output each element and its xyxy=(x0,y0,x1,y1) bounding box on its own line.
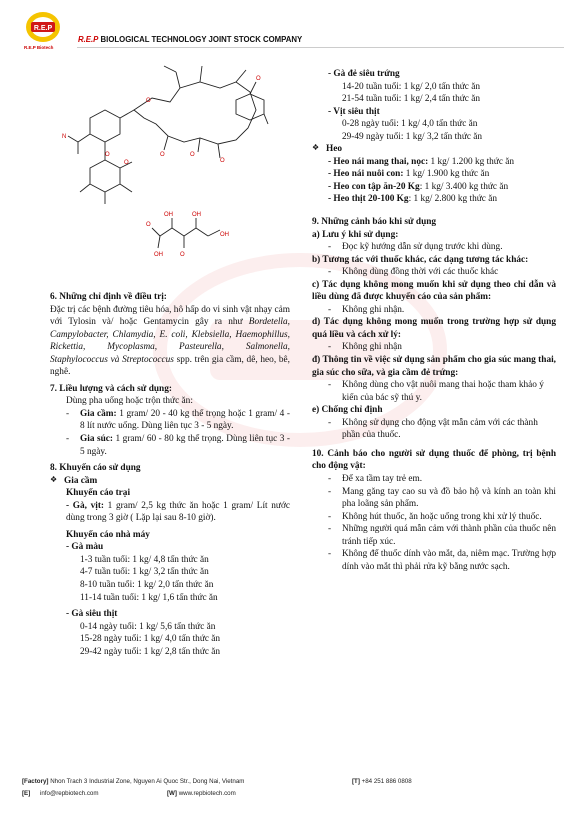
list-item-text: Để xa tầm tay trẻ em. xyxy=(342,473,423,484)
chemical-structure-diagram xyxy=(60,58,270,268)
bullet: - xyxy=(328,486,332,497)
svg-text:O: O xyxy=(124,160,129,166)
svg-text:OH: OH xyxy=(164,212,173,218)
sub-dd-title: đ) Thông tin về việc sử dụng sản phẩm cho gia súc mang thai, gia súc cho sữa, và gia cầm đẻ trứng: xyxy=(312,355,556,378)
list-item-text: Không sử dụng cho động vật mẫn cảm với các thành phần của thuốc. xyxy=(342,417,538,441)
section-10-title: 10. Cảnh báo cho người sử dụng thuốc để phòng, trị bệnh cho động vật: xyxy=(312,448,556,472)
list-item: 0-14 ngày tuổi: 1 kg/ 5,6 tấn thức ăn xyxy=(80,621,216,632)
section-6-body xyxy=(50,304,290,379)
list-item: 14-20 tuần tuổi: 1 kg/ 2,0 tấn thức ăn xyxy=(342,81,481,92)
list-item xyxy=(312,266,556,279)
footer-website-url[interactable]: www.repbiotech.com xyxy=(176,790,236,797)
list-item xyxy=(312,417,556,442)
farm-label: - Gà, vịt: xyxy=(66,500,105,511)
dose-label: Gia cầm: xyxy=(80,408,117,419)
pig-text: 1 kg/ 1.900 kg thức ăn xyxy=(403,169,490,180)
section-6-text: Đặc trị các bệnh đường tiêu hóa, hô hấp do vi sinh vật nhạy cảm với Tylosin và/ hoặc Gentamycin gây ra như xyxy=(50,304,290,328)
ga-de-title: - Gà đẻ siêu trứng xyxy=(328,69,400,79)
diamond-bullet-icon: ❖ xyxy=(312,143,320,153)
list-item xyxy=(312,193,556,206)
diamond-bullet-icon: ❖ xyxy=(50,474,58,484)
bullet: - xyxy=(328,473,332,484)
company-name-rest: BIOLOGICAL TECHNOLOGY JOINT STOCK COMPANY xyxy=(98,35,303,44)
vit-title: - Vịt siêu thịt xyxy=(328,106,380,117)
list-item: 4-7 tuần tuổi: 1 kg/ 3,2 tấn thức ăn xyxy=(80,567,209,578)
company-name xyxy=(78,35,302,46)
sub-d-title: d) Tác dụng không mong muốn trong trường hợp sử dụng quá liều và cách xử lý: xyxy=(312,317,556,340)
bullet: - xyxy=(328,380,332,391)
sub-b-title: b) Tương tác với thuốc khác, các dạng tương tác khác: xyxy=(312,254,529,265)
bullet: - xyxy=(328,342,332,353)
section-7-title: 7. Liều lượng và cách sử dụng: xyxy=(50,383,172,394)
list-item-text: Không hút thuốc, ăn hoặc uống trong khi xử lý thuốc. xyxy=(342,511,542,522)
section-6-tail: spp. trên gia cầm, dê, heo, bê, nghê. xyxy=(50,354,290,378)
list-item: 8-10 tuần tuổi: 1 kg/ 2,0 tấn thức ăn xyxy=(80,580,214,591)
svg-text:N: N xyxy=(62,134,67,140)
svg-text:O: O xyxy=(180,252,185,258)
list-item xyxy=(312,241,556,254)
bullet: - xyxy=(328,417,332,428)
footer-email xyxy=(22,790,99,798)
list-item: 11-14 tuần tuổi: 1 kg/ 1,6 tấn thức ăn xyxy=(80,592,218,603)
ga-mau-title: - Gà màu xyxy=(66,542,104,553)
svg-text:O: O xyxy=(146,222,151,228)
poultry-label: Gia cầm xyxy=(64,475,98,486)
list-item xyxy=(312,548,556,573)
list-item xyxy=(312,181,556,194)
list-item-text: Không dùng cho vật nuôi mang thai hoặc tham khảo ý kiến của bác sỹ thú y. xyxy=(342,380,544,403)
farm-recommendation xyxy=(50,500,290,525)
dose-text: 1 gram/ 20 - 40 kg thể trọng hoặc 1 gram/ 4 - 8 lít nước uống. Dùng liên tục 3 - 5 ngày. xyxy=(80,408,290,432)
pig-label: - Heo nái nuôi con: xyxy=(328,169,404,180)
bullet: - xyxy=(328,304,332,315)
pig-label: - Heo nái mang thai, nọc: xyxy=(328,156,429,167)
list-item-text: Không ghi nhận xyxy=(342,342,402,353)
bullet: - xyxy=(66,434,70,445)
pig-label: - Heo con tập ăn-20 Kg xyxy=(328,181,420,192)
farm-recommendation-title: Khuyến cáo trại xyxy=(66,488,131,499)
list-item: 1-3 tuần tuổi: 1 kg/ 4,8 tấn thức ăn xyxy=(80,554,209,565)
sub-e-title: e) Chống chỉ định xyxy=(312,405,383,416)
svg-text:O: O xyxy=(146,98,151,104)
list-item: 29-42 ngày tuổi: 1 kg/ 2,8 tấn thức ăn xyxy=(80,646,221,657)
pig-text: 1 kg/ 1.200 kg thức ăn xyxy=(428,156,515,167)
footer-factory xyxy=(22,778,244,786)
svg-text:OH: OH xyxy=(154,252,163,258)
list-item xyxy=(312,156,556,169)
list-item: 15-28 ngày tuổi: 1 kg/ 4,0 tấn thức ăn xyxy=(80,634,221,645)
footer-email-label: [E] xyxy=(22,790,31,797)
svg-text:O: O xyxy=(105,152,110,158)
dose-label: Gia súc: xyxy=(80,434,113,445)
footer-phone-number: +84 251 886 0808 xyxy=(359,778,412,785)
section-6-title: 6. Những chỉ định về điều trị: xyxy=(50,292,167,302)
section-9-title: 9. Những cảnh báo khi sử dụng xyxy=(312,217,437,228)
pig-text: : 1 kg/ 3.400 kg thức ăn xyxy=(419,181,509,192)
svg-text:OH: OH xyxy=(220,232,229,238)
footer-website-label: [W] xyxy=(167,790,177,797)
pig-label: Heo xyxy=(326,144,343,155)
list-item-text: Không dùng đồng thời với các thuốc khác xyxy=(342,267,499,278)
list-item xyxy=(50,408,290,433)
right-column xyxy=(312,68,556,573)
pig-heading xyxy=(312,143,556,156)
bullet: - xyxy=(328,242,332,253)
list-item xyxy=(312,341,556,354)
bullet: - xyxy=(328,524,332,535)
page-header xyxy=(22,10,562,50)
section-6 xyxy=(50,291,290,304)
footer-website xyxy=(167,790,236,798)
list-item-text: Không để thuốc dính vào mắt, da, niêm mạc. Trường hợp dính vào mắt thì phải rửa kỹ bằng nước sạch. xyxy=(342,549,556,572)
left-column xyxy=(50,291,290,658)
section-7-intro: Dùng pha uống hoặc trộn thức ăn: xyxy=(66,396,193,407)
list-item-text: Những người quá mẫn cảm với thành phần của thuốc nên tránh tiếp xúc. xyxy=(342,524,556,547)
footer-phone-label: [T] xyxy=(352,778,360,785)
svg-text:O: O xyxy=(160,152,165,158)
bullet: - xyxy=(328,511,332,522)
list-item-text: Đọc kỹ hướng dẫn sử dụng trước khi dùng. xyxy=(342,242,503,253)
factory-recommendation-title: Khuyến cáo nhà máy xyxy=(66,529,150,540)
list-item-text: Mang găng tay cao su và đồ bảo hộ và kính an toàn khi pha loãng sản phẩm. xyxy=(342,486,556,510)
pig-label: - Heo thịt 20-100 Kg xyxy=(328,194,409,205)
svg-text:O: O xyxy=(220,158,225,164)
bullet: - xyxy=(328,549,332,560)
poultry-heading xyxy=(50,475,290,488)
svg-text:O: O xyxy=(190,152,195,158)
sub-a-title: a) Lưu ý khi sử dụng: xyxy=(312,229,399,240)
company-brand: R.E.P xyxy=(78,35,99,44)
list-item xyxy=(312,304,556,317)
list-item: 21-54 tuần tuổi: 1 kg/ 2,4 tấn thức ăn xyxy=(342,94,481,105)
svg-text:O: O xyxy=(256,76,261,82)
list-item-text: Không ghi nhận. xyxy=(342,304,405,315)
section-8-title: 8. Khuyến cáo sử dụng xyxy=(50,463,141,474)
header-divider xyxy=(77,47,564,48)
logo-text: R.E.P xyxy=(33,25,53,32)
svg-text:OH: OH xyxy=(192,212,201,218)
ga-sieu-thit-title: - Gà siêu thịt xyxy=(66,609,118,620)
list-item xyxy=(50,433,290,458)
list-item xyxy=(312,523,556,548)
sub-c-title: c) Tác dụng không mong muốn khi sử dụng theo chỉ dẫn và liều dùng đã được khuyến cáo của sản phẩm: xyxy=(312,279,556,303)
bullet: - xyxy=(328,267,332,278)
footer-email-address[interactable]: info@repbiotech.com xyxy=(38,790,99,797)
list-item xyxy=(312,473,556,486)
section-6-organisms: Bordetella, Campylobacter, Chlamydia, E. coli, Klebsiella, Haemophillus, Rickettia, Mycoplasma, Pasteurella, Salmonella, Staphylococcus và Streptococcus xyxy=(50,317,290,365)
dose-text: 1 gram/ 60 - 80 kg thể trọng. Dùng liên tục 3 - 5 ngày. xyxy=(80,434,290,457)
footer-phone xyxy=(352,778,412,786)
logo-subtitle: R.E.P Biotech xyxy=(24,45,54,50)
list-item xyxy=(312,379,556,404)
list-item xyxy=(312,486,556,511)
list-item: 29-49 ngày tuổi: 1 kg/ 3,2 tấn thức ăn xyxy=(342,131,483,142)
company-logo xyxy=(24,10,62,44)
list-item xyxy=(312,511,556,524)
list-item: 0-28 ngày tuổi: 1 kg/ 4,0 tấn thức ăn xyxy=(342,119,478,130)
pig-text: : 1 kg/ 2.800 kg thức ăn xyxy=(408,194,498,205)
farm-text: 1 gram/ 2,5 kg thức ăn hoặc 1 gram/ Lít nước dùng trong 3 giờ ( Lặp lại sau 8-10 giờ). xyxy=(66,500,290,524)
footer-factory-label: [Factory] xyxy=(22,778,49,785)
footer-factory-address: Nhon Trach 3 Industrial Zone, Nguyen Ai Quoc Str., Dong Nai, Vietnam xyxy=(48,778,245,785)
list-item xyxy=(312,168,556,181)
bullet: - xyxy=(66,408,70,419)
